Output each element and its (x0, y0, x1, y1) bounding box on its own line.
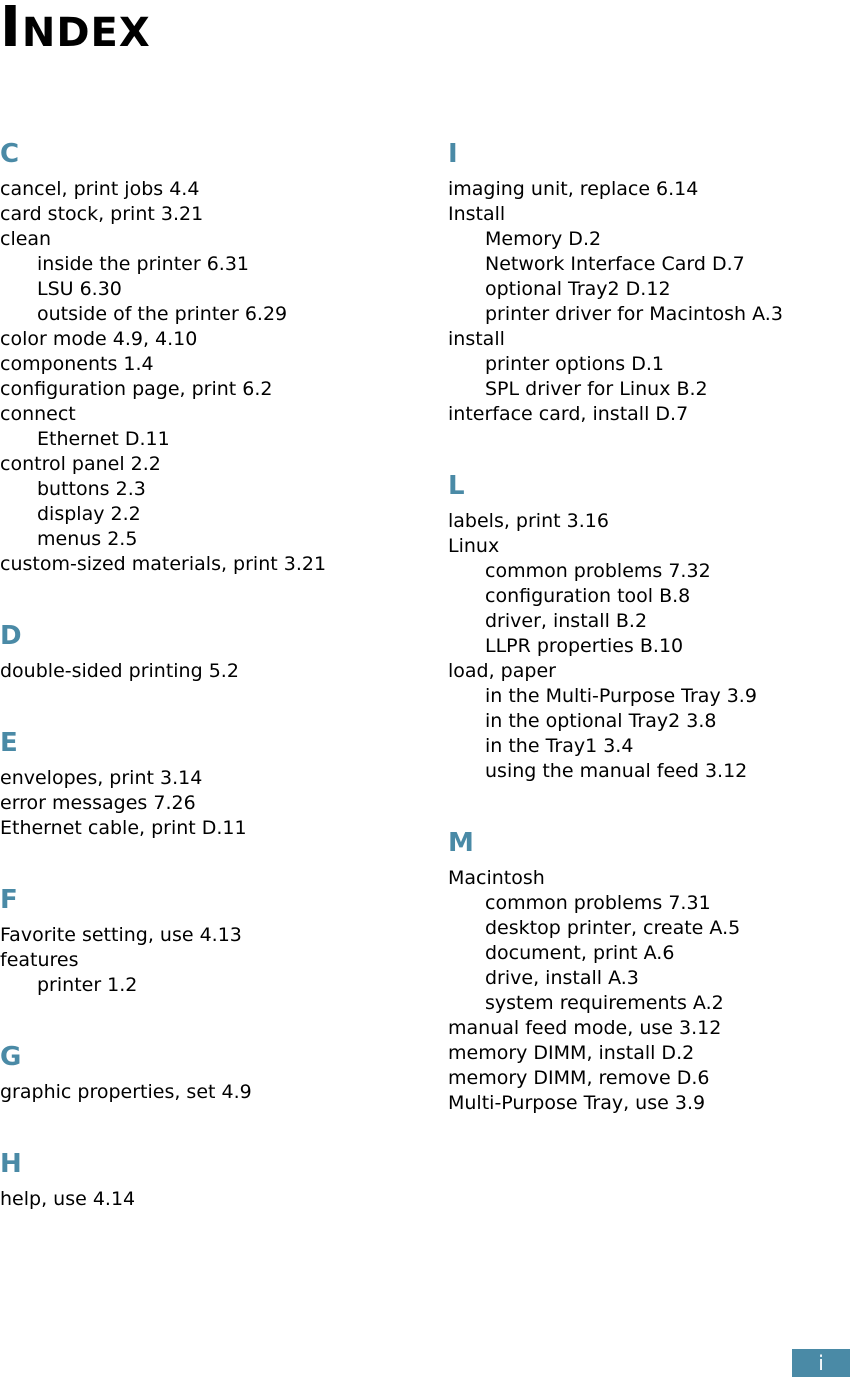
section-letter: E (0, 728, 18, 758)
index-subentry: Ethernet D.11 (37, 428, 170, 450)
index-entry: graphic properties, set 4.9 (0, 1081, 252, 1103)
index-subentry: printer 1.2 (37, 974, 138, 996)
index-subentry: document, print A.6 (485, 942, 675, 964)
index-subentry: buttons 2.3 (37, 478, 146, 500)
index-entry: components 1.4 (0, 353, 154, 375)
section-letter: C (0, 139, 20, 169)
index-subentry: LLPR properties B.10 (485, 635, 684, 657)
section-letter: L (448, 471, 465, 501)
index-subentry: common problems 7.32 (485, 560, 711, 582)
index-section-l (448, 464, 848, 784)
index-entry: Install (448, 203, 506, 225)
index-subentry: inside the printer 6.31 (37, 253, 249, 275)
section-letter: H (0, 1149, 22, 1179)
index-entry: connect (0, 403, 76, 425)
index-entry: control panel 2.2 (0, 453, 161, 475)
section-letter: F (0, 885, 18, 915)
index-entry: card stock, print 3.21 (0, 203, 204, 225)
index-section-h (0, 1142, 430, 1212)
index-section-e (0, 721, 430, 841)
index-subentry: common problems 7.31 (485, 892, 711, 914)
index-entry: Macintosh (448, 867, 545, 889)
index-entry: labels, print 3.16 (448, 510, 609, 532)
index-entry: double-sided printing 5.2 (0, 660, 239, 682)
index-subentry: outside of the printer 6.29 (37, 303, 288, 325)
index-subentry: printer options D.1 (485, 353, 664, 375)
index-entry: envelopes, print 3.14 (0, 767, 203, 789)
index-subentry: LSU 6.30 (37, 278, 122, 300)
page-title (0, 2, 151, 59)
index-entry: Ethernet cable, print D.11 (0, 817, 247, 839)
index-entry: features (0, 949, 79, 971)
index-section-c (0, 132, 430, 577)
index-entry: Multi-Purpose Tray, use 3.9 (448, 1092, 706, 1114)
index-entry: custom-sized materials, print 3.21 (0, 553, 327, 575)
index-entry: error messages 7.26 (0, 792, 196, 814)
index-column-right (448, 132, 848, 1153)
index-subentry: display 2.2 (37, 503, 141, 525)
title-rest: NDEX (21, 10, 151, 56)
index-section-d (0, 614, 430, 684)
index-entry: imaging unit, replace 6.14 (448, 178, 699, 200)
index-entry: Favorite setting, use 4.13 (0, 924, 242, 946)
index-entry: load, paper (448, 660, 556, 682)
section-letter: M (448, 828, 474, 858)
index-section-m (448, 821, 848, 1116)
index-subentry: optional Tray2 D.12 (485, 278, 671, 300)
index-subentry: drive, install A.3 (485, 967, 639, 989)
index-column-left (0, 132, 430, 1249)
index-subentry: in the Tray1 3.4 (485, 735, 634, 757)
section-letter: D (0, 621, 22, 651)
index-subentry: in the Multi-Purpose Tray 3.9 (485, 685, 757, 707)
index-entry: install (448, 328, 505, 350)
index-entry: cancel, print jobs 4.4 (0, 178, 200, 200)
index-subentry: Network Interface Card D.7 (485, 253, 745, 275)
index-entry: interface card, install D.7 (448, 403, 689, 425)
index-subentry: SPL driver for Linux B.2 (485, 378, 708, 400)
index-subentry: printer driver for Macintosh A.3 (485, 303, 783, 325)
title-initial: I (0, 0, 22, 60)
index-section-f (0, 878, 430, 998)
index-entry: configuration page, print 6.2 (0, 378, 273, 400)
index-entry: help, use 4.14 (0, 1188, 136, 1210)
index-entry: color mode 4.9, 4.10 (0, 328, 198, 350)
index-subentry: configuration tool B.8 (485, 585, 691, 607)
section-letter: I (448, 139, 458, 169)
index-entry: manual feed mode, use 3.12 (448, 1017, 722, 1039)
index-entry: memory DIMM, install D.2 (448, 1042, 695, 1064)
index-subentry: menus 2.5 (37, 528, 138, 550)
index-entry: clean (0, 228, 52, 250)
index-section-g (0, 1035, 430, 1105)
index-subentry: driver, install B.2 (485, 610, 648, 632)
index-subentry: using the manual feed 3.12 (485, 760, 748, 782)
section-letter: G (0, 1042, 22, 1072)
index-subentry: system requirements A.2 (485, 992, 724, 1014)
page-number: i (792, 1349, 850, 1377)
index-entry: Linux (448, 535, 500, 557)
index-section-i (448, 132, 848, 427)
index-subentry: desktop printer, create A.5 (485, 917, 741, 939)
index-subentry: Memory D.2 (485, 228, 602, 250)
index-subentry: in the optional Tray2 3.8 (485, 710, 717, 732)
index-entry: memory DIMM, remove D.6 (448, 1067, 710, 1089)
